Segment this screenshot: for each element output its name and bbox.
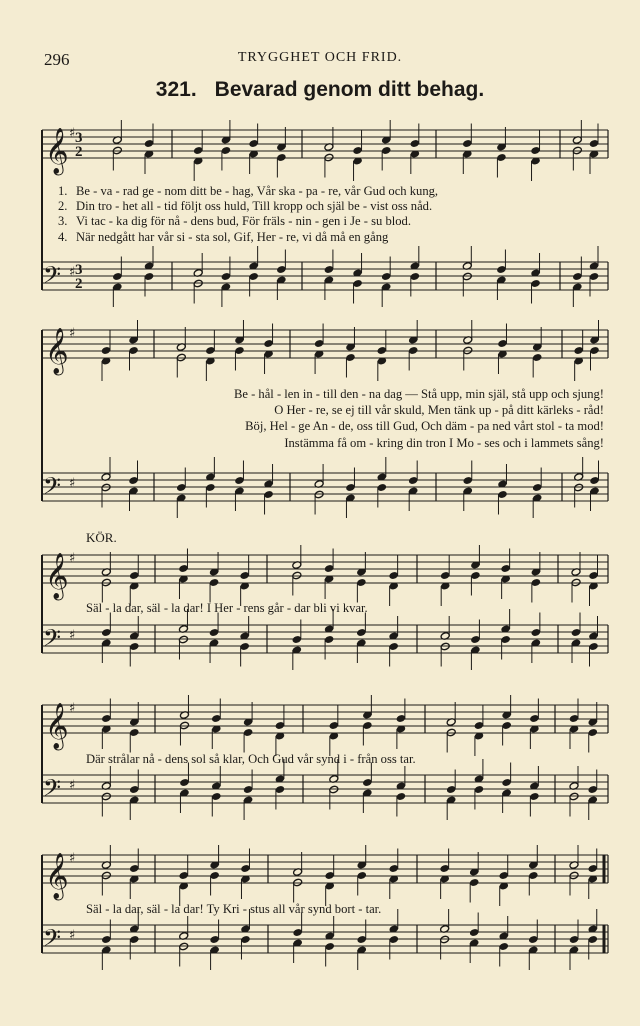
note-head [569,935,579,944]
note-head [463,476,473,485]
note-head [588,935,598,944]
note-head [324,265,334,274]
note-head [589,139,599,148]
sharp-icon: ♯ [69,126,76,141]
note-head [249,139,259,148]
note-head [381,272,391,281]
verse-continuation-1: Be - hål - len in - till den - na dag — Stå upp, min själ, stå upp och sjung! [233,387,604,401]
note-head [589,571,599,580]
note-head [209,578,219,587]
sharp-icon: ♯ [69,778,76,793]
note-head [389,571,399,580]
note-head [211,792,221,801]
note-head [499,871,509,880]
note-head [293,928,303,937]
note-head [243,728,253,737]
sharp-icon: ♯ [69,628,76,643]
time-signature-digit: 2 [75,144,83,160]
note-head [589,272,599,281]
note-head [496,265,506,274]
note-head [129,785,139,794]
note-head [249,272,259,281]
note-head [240,642,250,651]
note-head [243,785,253,794]
bass-clef-icon: 𝄢 [43,774,62,807]
note-head [469,928,479,937]
note-head [496,153,506,162]
note-head [531,146,541,155]
note-head [353,279,363,288]
verse-continuation-2: O Her - re, se ej till vår skuld, Men tänk up - på ditt kärleks - råd! [274,403,604,418]
treble-clef-icon: 𝄞 [45,703,69,749]
note-head [528,935,538,944]
note-head [531,279,541,288]
note-head [470,571,480,580]
sharp-icon: ♯ [69,551,76,566]
note-head [129,864,139,873]
note-head [462,139,472,148]
refrain-line-2: Där strålar nå - dens sol så klar, Och Gud vår synd i - från oss tar. [86,752,416,766]
verse-lyrics-part2 [58,386,604,451]
treble-clef-icon: 𝄞 [45,553,69,599]
note-head [101,935,111,944]
verse-continuation-3: Böj, Hel - ge An - de, oss till Gud, Och däm - pa ned vårt stol - ta mod! [245,419,604,434]
verse-line-3: 3. Vi tac - ka dig för nå - dens bud, För fräls - nin - gen i Je - su blod. [58,214,412,229]
note-head [234,346,244,355]
note-head [324,564,334,573]
note-head [502,778,512,787]
note-head [502,721,512,730]
note-head [129,935,139,944]
note-head [396,714,406,723]
treble-clef-icon: 𝄞 [45,853,69,899]
note-head [101,714,111,723]
note-head [292,635,302,644]
note-head [178,564,188,573]
note-head [377,483,387,492]
note-head [529,792,539,801]
note-head [264,339,274,348]
note-head [356,578,366,587]
note-head [221,272,231,281]
note-head [531,628,541,637]
note-head [410,139,420,148]
note-head [179,871,189,880]
note-head [129,346,139,355]
bass-clef-icon: 𝄢 [43,924,62,957]
note-head [240,935,250,944]
refrain-line-3: Säl - la dar, säl - la dar! Ty Kri - stus all vår synd bort - tar. [86,902,382,916]
note-head [588,785,598,794]
note-head [469,878,479,887]
note-head [446,785,456,794]
note-head [470,635,480,644]
note-head [101,628,111,637]
note-head [531,578,541,587]
running-head: TRYGGHET OCH FRID. [237,50,403,65]
note-head [129,476,139,485]
note-head [357,935,367,944]
note-head [590,346,600,355]
note-head [314,339,324,348]
sharp-icon: ♯ [69,701,76,716]
note-head [353,146,363,155]
note-head [389,642,399,651]
bass-clef-icon: 𝄢 [43,261,62,294]
note-head [588,864,598,873]
bass-clef-icon: 𝄢 [43,624,62,657]
note-head [572,272,582,281]
page-number: 296 [44,50,70,69]
treble-clef-icon: 𝄞 [45,328,69,374]
note-head [528,871,538,880]
note-head [144,272,154,281]
note-head [408,476,418,485]
note-head [209,628,219,637]
note-head [474,721,484,730]
sharp-icon: ♯ [69,851,76,866]
verse-line-2: 2. Din tro - het all - tid följt oss huld, Till kropp och själ be - vist oss nåd. [58,199,433,214]
sharp-icon: ♯ [69,476,76,491]
verse-lyrics-part1 [58,184,606,245]
note-head [234,476,244,485]
note-head [240,864,250,873]
note-head [221,146,231,155]
note-head [474,785,484,794]
note-head [276,265,286,274]
note-head [356,628,366,637]
hymn-number: 321. [155,78,197,101]
note-head [381,146,391,155]
note-head [193,146,203,155]
note-head [408,346,418,355]
time-signature-digit: 3 [75,262,83,278]
note-head [497,490,507,499]
note-head [389,935,399,944]
time-signature-digit: 2 [75,276,83,292]
note-head [345,353,355,362]
note-head [529,714,539,723]
note-head [276,153,286,162]
note-head [377,346,387,355]
sharp-icon: ♯ [69,928,76,943]
note-head [574,346,584,355]
note-head [590,476,600,485]
sharp-icon: ♯ [69,326,76,341]
note-head [210,871,220,880]
note-head [410,272,420,281]
note-head [362,778,372,787]
note-head [240,571,250,580]
note-head [532,353,542,362]
note-head [129,571,139,580]
note-head [129,728,139,737]
note-head [275,785,285,794]
note-head [211,714,221,723]
treble-clef-icon: 𝄞 [45,128,69,174]
verse-line-4: 4. När nedgått har vår si - sta sol, Gif, Her - re, vi då må en gång [58,229,389,244]
note-head [345,483,355,492]
time-signature-digit: 3 [75,130,83,146]
note-head [499,942,509,951]
verse-line-1: 1. Be - va - rad ge - nom ditt be - hag, Vår ska - pa - re, vår Gud och kung, [58,184,439,198]
note-head [357,871,367,880]
note-head [176,483,186,492]
note-head [325,871,335,880]
note-head [325,942,335,951]
note-head [497,339,507,348]
note-head [588,728,598,737]
note-head [112,272,122,281]
verse-continuation-4: Instämma få om - kring din tron I Mo - ses och i lammets sång! [284,435,604,450]
note-head [571,628,581,637]
refrain-line-1: Säl - la dar, säl - la dar! I Her - rens går - dar bli vi kvar. [86,601,368,615]
note-head [569,714,579,723]
note-head [440,571,450,580]
note-head [589,642,599,651]
note-head [210,935,220,944]
note-head [144,139,154,148]
note-head [101,346,111,355]
note-head [501,564,511,573]
note-head [501,635,511,644]
hymn-title-text: Bevarad genom ditt behag. [214,78,485,101]
note-head [329,721,339,730]
note-head [205,483,215,492]
bass-clef-icon: 𝄢 [43,472,62,505]
note-head [264,490,274,499]
note-head [179,778,189,787]
refrain-label: KÖR. [86,530,117,545]
note-head [129,642,139,651]
note-head [389,864,399,873]
note-head [362,721,372,730]
note-head [324,635,334,644]
note-head [440,864,450,873]
note-head [205,346,215,355]
note-head [396,792,406,801]
sharp-icon: ♯ [69,265,76,280]
note-head [532,483,542,492]
note-head [275,721,285,730]
